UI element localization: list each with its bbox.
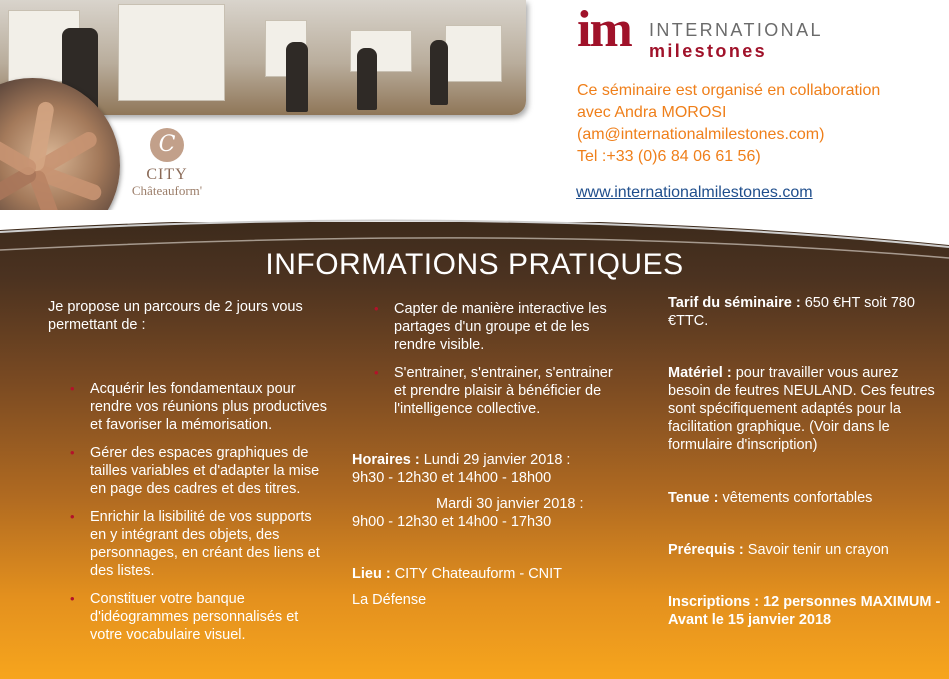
im-monogram: im [577, 1, 631, 58]
section-title: INFORMATIONS PRATIQUES [265, 248, 684, 281]
horaires-day1-times: 9h30 - 12h30 et 14h00 - 18h00 [352, 470, 552, 486]
list-item: • Constituer votre banque d'idéogrammes personnalisés et votre vocabulaire visuel. [70, 591, 299, 643]
bullet-icon: • [70, 591, 75, 606]
prerequis-label: Prérequis : [668, 542, 744, 558]
chateauform-mark-icon: C [150, 128, 184, 162]
inscriptions-text: Inscriptions : 12 personnes MAXIMUM - Avant le 15 janvier 2018 [668, 594, 941, 628]
list-item: • Gérer des espaces graphiques de tailles variables et d'adapter la mise en page des cadres et des titres. [70, 445, 320, 497]
logo-line1: INTERNATIONAL [649, 20, 823, 40]
column-objectives [48, 298, 328, 654]
objectives-intro: Je propose un parcours de 2 jours vous permettant de : [48, 299, 303, 333]
bullet-icon: • [70, 445, 75, 460]
objectives-list [48, 380, 328, 644]
bullet-icon: • [70, 509, 75, 524]
lieu-value2: La Défense [352, 592, 427, 608]
lieu-label: Lieu : [352, 566, 391, 582]
lieu-value: CITY Chateauform - CNIT [394, 566, 563, 582]
city-logo-sub: Châteauform' [131, 183, 203, 198]
contact-phone: Tel :+33 (0)6 84 06 61 56) [577, 148, 761, 165]
horaires-day1: Lundi 29 janvier 2018 : [423, 452, 571, 468]
prerequis-block [668, 541, 943, 559]
tarif-label: Tarif du séminaire : [668, 295, 801, 311]
lieu-block [352, 565, 617, 609]
list-item: • Acquérir les fondamentaux pour rendre vos réunions plus productives et favoriser la mémorisation. [70, 381, 327, 433]
horaires-label: Horaires : [352, 452, 420, 468]
materiel-label: Matériel : [668, 365, 732, 381]
column-practical [668, 294, 943, 629]
contact-block [577, 80, 880, 168]
bullet-icon: • [374, 301, 379, 316]
city-logo-name: CITY [146, 166, 188, 183]
objectives-list-cont [352, 300, 617, 418]
list-item: • Capter de manière interactive les partages d'un groupe et de les rendre visible. [374, 301, 607, 353]
contact-email[interactable]: (am@internationalmilestones.com) [577, 126, 825, 143]
horaires-day2-times: 9h00 - 12h30 et 14h00 - 17h30 [352, 514, 552, 530]
horaires-block [352, 451, 617, 531]
tenue-value: vêtements confortables [722, 490, 873, 506]
city-chateauform-logo [122, 128, 212, 198]
horaires-day2: Mardi 30 janvier 2018 : [436, 496, 584, 512]
list-item: • S'entrainer, s'entrainer, s'entrainer et prendre plaisir à bénéficier de l'intelligence collective. [374, 365, 613, 417]
tenue-label: Tenue : [668, 490, 719, 506]
tarif-value: 650 €HT soit 780 €TTC. [668, 295, 915, 329]
materiel-value: pour travailler vous aurez besoin de feutres NEULAND. Ces feutres sont spécifiquement adaptés pour la facilitation graphique. (Voir dans le formulaire d'inscription) [668, 365, 935, 453]
logo-line2: milestones [649, 41, 768, 61]
materiel-block [668, 364, 943, 454]
contact-line2: avec Andra MOROSI [577, 104, 727, 121]
contact-line1: Ce séminaire est organisé en collaboration [577, 82, 881, 99]
list-item: • Enrichir la lisibilité de vos supports en y intégrant des objets, des personnages, en créant des liens et des listes. [70, 509, 320, 579]
website-link[interactable]: www.internationalmilestones.com [576, 184, 813, 201]
bullet-icon: • [70, 381, 75, 396]
column-schedule [352, 300, 617, 609]
tenue-block [668, 489, 943, 507]
prerequis-value: Savoir tenir un crayon [747, 542, 889, 558]
bullet-icon: • [374, 365, 379, 380]
tarif-block [668, 294, 943, 330]
